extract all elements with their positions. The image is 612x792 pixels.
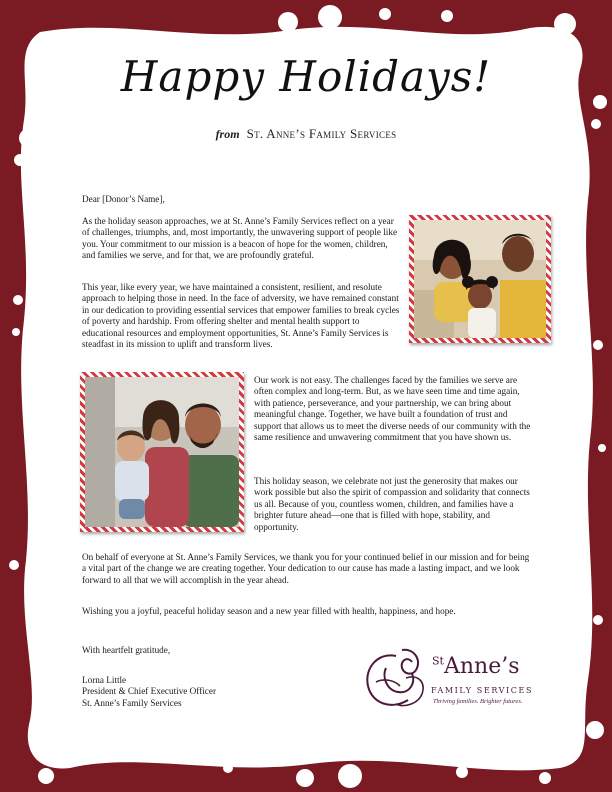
- page-title: Happy Holidays!: [120, 52, 492, 101]
- family-photo: [414, 220, 546, 338]
- byline-from: from: [215, 127, 240, 141]
- salutation: Dear [Donor’s Name],: [82, 194, 165, 204]
- signer-title: President & Chief Executive Officer: [82, 686, 217, 697]
- paragraph-4: This holiday season, we celebrate not just the generosity that makes our work possible but also the spirit of compassion and solidarity that connects us all. Because of you, countless women, children, and families have a brighter future ahead—one that is filled with hope, stability, and opportunity.: [254, 476, 530, 532]
- paragraph-1: As the holiday season approaches, we at St. Anne’s Family Services reflect on a year of challenges, triumphs, and, most importantly, the unwavering support of people like you. Your commitment to our mission is a beacon of hope for the women, children, and families we serve, and for that, we are profoundly grateful.: [82, 216, 398, 261]
- logo-tagline: Thriving families. Brighter futures.: [433, 698, 523, 705]
- mother-father-child-photo-frame: [80, 372, 244, 532]
- signer-name: Lorna Little: [82, 675, 127, 685]
- byline-org: St. Anne’s Family Services: [246, 126, 397, 141]
- logo-name: [432, 654, 520, 679]
- logo-subtitle: FAMILY SERVICES: [431, 686, 534, 695]
- signature-block: [82, 675, 216, 709]
- paragraph-3: Our work is not easy. The challenges faced by the families we serve are often complex and long-term. But, as we have seen time and time again, with patience, perseverance, and your partnership, we can bring about meaningful change. Together, we have built a foundation of trust and support that allows us to meet the diverse needs of our community with the same resilience and unwavering commitment that you have shown us.: [254, 375, 531, 443]
- logo-name-prefix: St: [432, 654, 444, 668]
- paragraph-6: Wishing you a joyful, peaceful holiday season and a new year filled with health, happiness, and hope.: [82, 606, 456, 616]
- closing: With heartfelt gratitude,: [82, 645, 171, 655]
- byline: [0, 126, 612, 142]
- logo-name-main: Anne’s: [443, 654, 520, 679]
- paragraph-5: On behalf of everyone at St. Anne’s Family Services, we thank you for your continued belief in our mission and for being a vital part of the change we are creating together. Your dedication to our cause has made a lasting impact, and we look forward to all that we will accomplish in the year ahead.: [82, 552, 530, 585]
- paragraph-2: This year, like every year, we have maintained a consistent, resilient, and resolute approach to helping those in need. In the face of adversity, we have remained constant in our dedication to providing essential services that empower families to break cycles of poverty and hardship. From offering shelter and mental health support to educational resources and employment opportunities, St. Anne’s Family Services is steadfast in its mission to uplift and transform lives.: [82, 282, 400, 350]
- family-photo-frame: [409, 215, 551, 343]
- signer-org: St. Anne’s Family Services: [82, 697, 182, 708]
- mother-father-child-photo: [85, 377, 239, 527]
